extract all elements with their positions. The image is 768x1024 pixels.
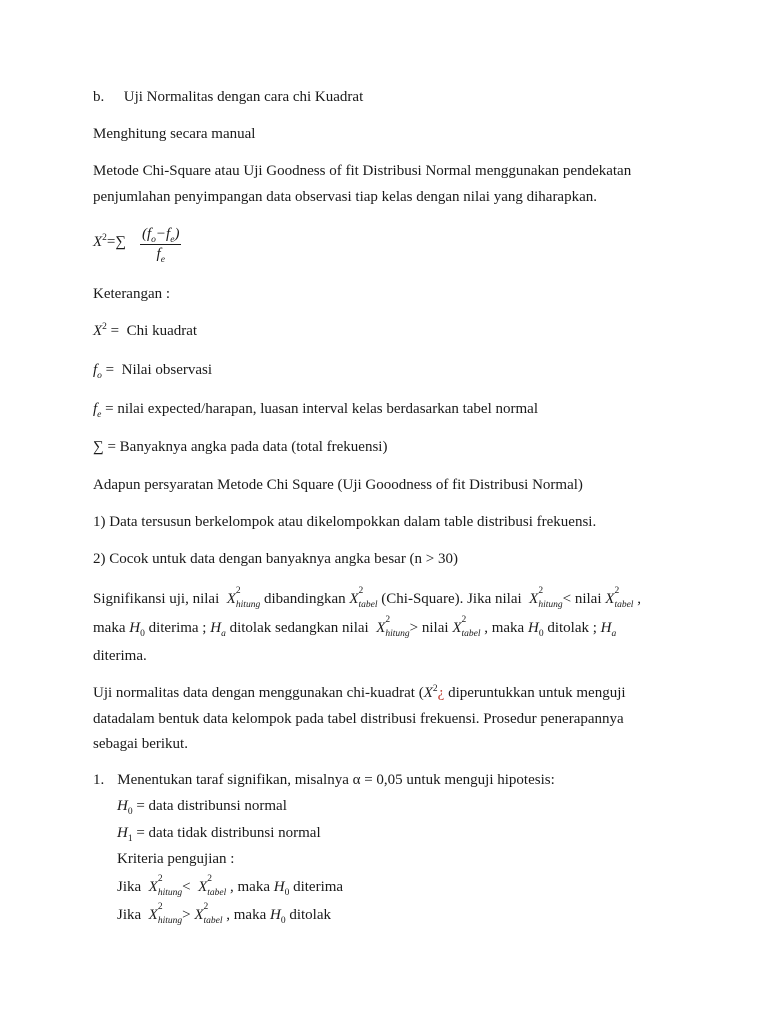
legend-sigma: ∑ = Banyaknya angka pada data (total frekuensi) [93, 439, 388, 455]
keterangan-label: Keterangan : [93, 286, 171, 302]
intro-line-2: penjumlahan penyimpangan data observasi tiap kelas dengan nilai yang diharapkan. [93, 189, 598, 205]
chi-square-formula: $X^2=\sum$ [93, 233, 127, 250]
formula-fraction [140, 226, 181, 263]
para2-line-1: Uji normalitas data dengan menggunakan chi-kuadrat ($X^2¿$ diperuntukkan untuk menguji [93, 684, 626, 701]
para2-line-3: sebagai berikut. [93, 736, 188, 752]
requirement-1: 1) Data tersusun berkelompok atau dikelompokkan dalam table distribusi frekuensi. [93, 514, 597, 530]
persyaratan-title: Adapun persyaratan Metode Chi Square (Uji Gooodness of fit Distribusi Normal) [93, 477, 583, 493]
heading-text: Uji Normalitas dengan cara chi Kuadrat [123, 89, 364, 105]
signif-line-2: maka $H_0$ diterima ; $H_a$ ditolak sedangkan nilai X 2 $_{hitung}$> nilai X 2 $_{tabel}$ , maka $H_0$ ditolak ; $H_a$ [93, 615, 617, 639]
fraction-denominator: $f_e$ [156, 246, 165, 265]
h1-line: $H_1$ = data tidak distribunsi normal [117, 825, 321, 844]
h0-line: $H_0$ = data distribunsi normal [117, 798, 287, 817]
intro-line-1: Metode Chi-Square atau Uji Goodness of fit Distribusi Normal menggunakan pendekatan [93, 163, 632, 179]
signif-line-3: diterima. [93, 648, 147, 664]
legend-fe: $f_e$ = nilai expected/harapan, luasan interval kelas berdasarkan tabel normal [93, 401, 538, 420]
signif-line-1: Signifikansi uji, nilai X 2 $_{hitung}$ dibandingkan X 2 $_{tabel}$ (Chi-Square). Jika nilai X 2 $_{hitung}$< nilai X 2 $_{tabel}$ , [93, 586, 641, 610]
fraction-numerator: $(f_o-f_e)$ [142, 226, 180, 245]
step-1-line: 1. Menentukan taraf signifikan, misalnya α = 0,05 untuk menguji hipotesis: [93, 772, 555, 788]
requirement-2: 2) Cocok untuk data dengan banyaknya angka besar (n > 30) [93, 551, 459, 567]
kriteria-label: Kriteria pengujian : [117, 851, 235, 867]
fraction-bar [140, 244, 181, 245]
legend-fo: $f_o$ = Nilai observasi [93, 362, 213, 381]
para2-line-2: datadalam bentuk data kelompok pada tabel distribusi frekuensi. Prosedur penerapannya [93, 711, 624, 727]
criterion-reject: Jika X 2 $_{hitung}$> X 2 $_{tabel}$ , maka $H_0$ ditolak [117, 902, 332, 926]
section-heading [93, 88, 363, 106]
subheading: Menghitung secara manual [93, 126, 256, 142]
list-marker: b. [93, 89, 105, 105]
legend-x2: $X^2$ = Chi kuadrat [93, 322, 198, 339]
criterion-accept: Jika X 2 $_{hitung}$< X 2 $_{tabel}$ , maka $H_0$ diterima [117, 874, 344, 898]
